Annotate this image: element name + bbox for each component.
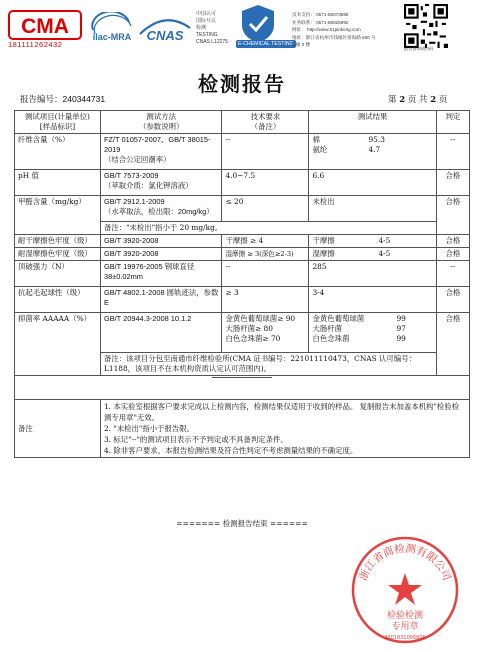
result-cell: 湿摩擦 4-5 — [309, 248, 436, 261]
item-cell: 耐干摩擦色牢度（级） — [15, 235, 101, 248]
svg-text:ilac-MRA: ilac-MRA — [92, 32, 132, 42]
cnas-accreditation-text: 中国认可 国际互认 检测 TESTING CNAS L12275 — [196, 11, 228, 45]
svg-text:3301831006006: 3301831006006 — [384, 635, 426, 641]
method-cell: GB/T 20944.3-2008 10.1.2 — [100, 313, 222, 353]
report-number: 报告编号：240344731 — [20, 94, 106, 105]
separator-cell — [15, 376, 470, 400]
page-indicator: 第 2 页 共 2 页 — [388, 95, 448, 105]
result-cell: 干摩擦 4-5 — [309, 235, 436, 248]
remark-item: 2. "未检出"指小于报告限。 — [103, 424, 195, 433]
note-cell: 备注："未检出"指小于 20 mg/kg。 — [100, 222, 436, 235]
method-cell: GB/T 2912.1-2009 （水萃取法，检出限：20mg/kg） — [100, 196, 222, 222]
qr-caption: 报告查询请扫码 — [404, 46, 434, 51]
table-row — [15, 196, 470, 222]
requirement-cell: ≥ 3 — [222, 287, 309, 313]
method-cell: GB/T 4802.1-2008 圆轨迹法，参数 E — [100, 287, 222, 313]
separator-row — [15, 376, 470, 400]
note-cell: 备注：该项目分包至南通市纤维检验所(CMA 证书编号：221011110473，CNAS 认可编号：L1188，该项目不在本机构资质认定认可范围内)。 — [100, 353, 436, 376]
verdict-cell: 合格 — [436, 313, 469, 376]
verdict-cell: -- — [436, 261, 469, 287]
table-row — [15, 170, 470, 196]
svg-text:CMA: CMA — [21, 15, 69, 38]
requirement-cell: 4.0~7.5 — [222, 170, 309, 196]
qr-code-icon[interactable] — [404, 4, 448, 48]
remark-item: 4. 除非客户要求，本报告检测结果及符合性判定不考虑测量结果的不确定度。 — [103, 446, 358, 455]
requirement-cell: 干摩擦 ≥ 4 — [222, 235, 309, 248]
svg-text:CNAS: CNAS — [146, 28, 184, 43]
requirement-cell: ≤ 20 — [222, 196, 309, 222]
method-cell: GB/T 3920-2008 — [100, 235, 222, 248]
table-row — [15, 287, 470, 313]
result-cell: 6.6 — [309, 170, 436, 196]
contact-info: 技术支持： 0571-85073696 业务联系： 0571-86026992 网址： http://www.51pinkong.com 地址：浙江省杭州市钱塘区排海路 600 号 5 幢 2 楼 — [292, 12, 376, 48]
requirement-cell: 湿摩擦 ≥ 3(深色≥2-3) — [222, 248, 309, 261]
ilac-mra-logo — [89, 12, 135, 46]
verdict-cell: 合格 — [436, 196, 469, 235]
cnas-logo — [138, 14, 192, 44]
requirement-cell: 金黄色葡萄球菌≥ 90 大肠杆菌≥ 80 白色念珠菌≥ 70 — [222, 313, 309, 353]
report-end-marker: ======= 检测报告结束 ====== — [176, 519, 308, 528]
table-row — [15, 235, 470, 248]
item-cell: 抗起毛起球性（级） — [15, 287, 101, 313]
requirement-cell: -- — [222, 261, 309, 287]
svg-text:浙江省商检测有限公司: 浙江省商检测有限公司 — [357, 542, 453, 583]
official-seal-stamp — [350, 535, 460, 645]
table-row — [15, 261, 470, 287]
verdict-cell: 合格 — [436, 235, 469, 248]
method-cell: FZ/T 01057-2007、GB/T 38015-2019 （结合公定回潮率） — [100, 134, 222, 170]
svg-text:专用章: 专用章 — [391, 622, 419, 632]
remarks-label: 备注 — [15, 400, 101, 458]
header-item: 测试项目(计量单位) [样品标识] — [15, 111, 101, 134]
result-cell: 3-4 — [309, 287, 436, 313]
item-cell: 耐湿摩擦色牢度（级） — [15, 248, 101, 261]
result-cell: 未检出 — [309, 196, 436, 222]
item-cell: pH 值 — [15, 170, 101, 196]
header-result: 测试结果 — [309, 111, 436, 134]
method-cell: GB/T 3920-2008 — [100, 248, 222, 261]
cma-code: 181111262432 — [8, 40, 63, 49]
results-table — [14, 110, 470, 458]
result-cell: 285 — [309, 261, 436, 287]
verdict-cell: 合格 — [436, 170, 469, 196]
table-row — [15, 248, 470, 261]
header-method: 测试方法 （参数说明） — [100, 111, 222, 134]
remarks-cell — [100, 400, 469, 458]
report-title: 检测报告 — [198, 72, 286, 96]
verdict-cell: 合格 — [436, 248, 469, 261]
verdict-cell: -- — [436, 134, 469, 170]
method-cell: GB/T 7573-2009 （萃取介质：氯化钾溶液） — [100, 170, 222, 196]
remark-item: 1. 本实验室根据客户要求完成以上检测内容，检测结果仅适用于收到的样品。 复制报告未加盖本机构"检验检测专用章"无效。 — [103, 402, 460, 422]
result-cell: 金黄色葡萄球菌 99 大肠杆菌 97 白色念珠菌 99 — [309, 313, 436, 353]
svg-text:检验检测: 检验检测 — [386, 611, 424, 621]
remark-item: 3. 标记"--"的测试项目表示不予判定或不具备判定条件。 — [103, 435, 288, 444]
item-cell: 顶破强力（N） — [15, 261, 101, 287]
verdict-cell: 合格 — [436, 287, 469, 313]
header-verdict: 判定 — [436, 111, 469, 134]
echem-label: E-CHEMICAL TESTING — [238, 41, 294, 47]
table-row — [15, 134, 470, 170]
item-cell: 抑菌率 AAAAA（%） — [15, 313, 101, 376]
requirement-cell: -- — [222, 134, 309, 170]
remarks-row — [15, 400, 470, 458]
separator-line — [212, 377, 272, 378]
method-cell: GB/T 19976-2005 钢球直径 38±0.02mm — [100, 261, 222, 287]
result-cell: 棉 95.3 氨纶 4.7 — [309, 134, 436, 170]
item-cell: 甲醛含量（mg/kg） — [15, 196, 101, 235]
item-cell: 纤维含量（%） — [15, 134, 101, 170]
table-header-row — [15, 111, 470, 134]
header-requirement: 技术要求 （备注） — [222, 111, 309, 134]
table-row — [15, 313, 470, 353]
